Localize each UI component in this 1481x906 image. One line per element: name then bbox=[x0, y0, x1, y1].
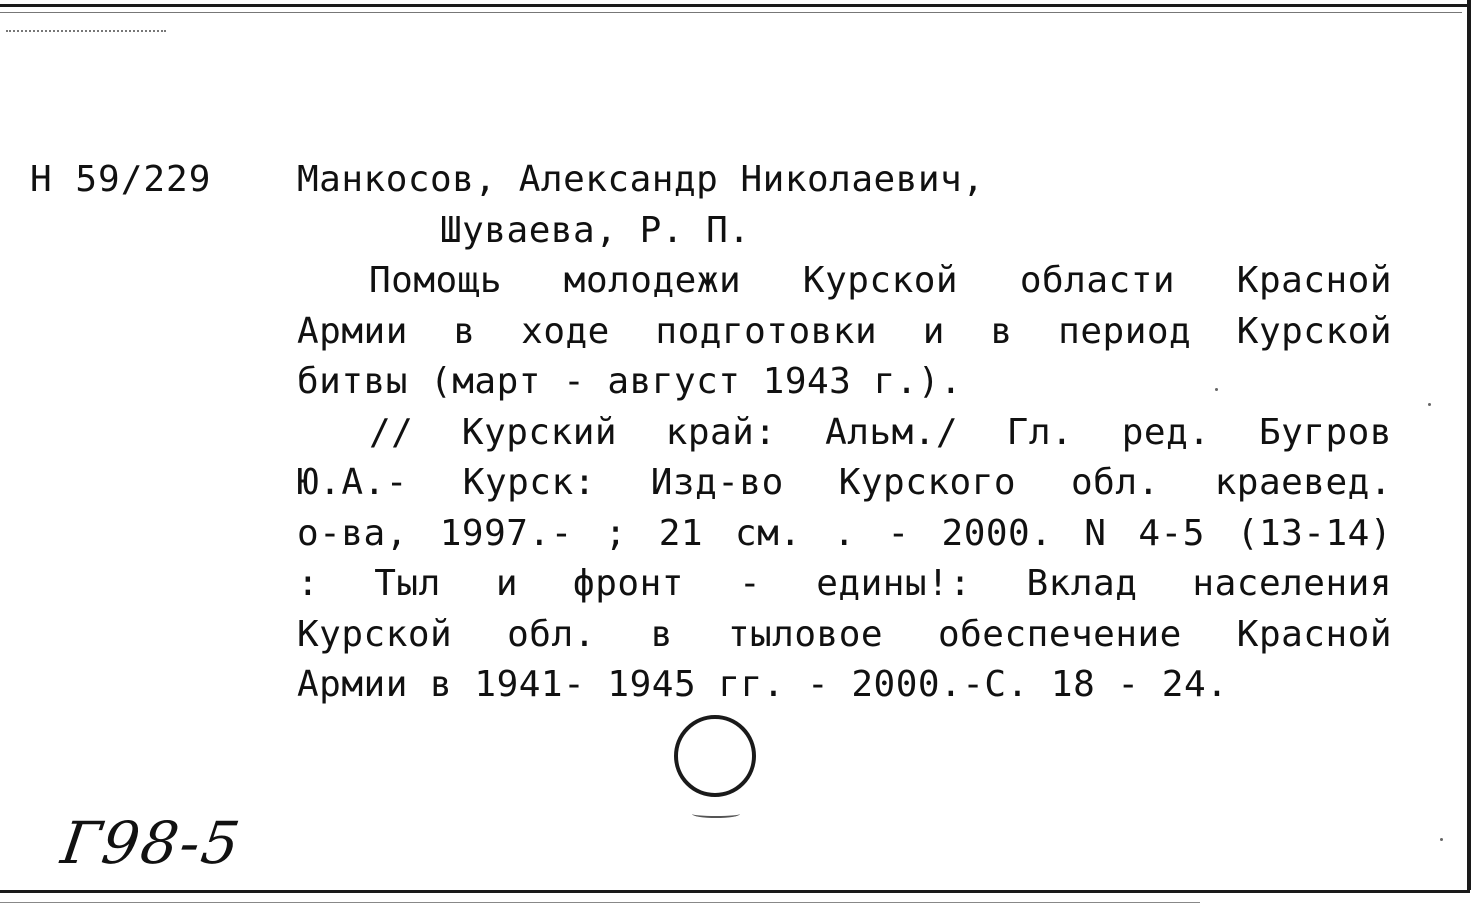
card-right-edge bbox=[1467, 0, 1471, 890]
handwritten-note: Г98-5 bbox=[57, 809, 246, 877]
source-line-3: о-ва, 1997.- ; 21 см. . - 2000. N 4-5 (13-14) bbox=[297, 512, 1392, 554]
scan-speck bbox=[1428, 403, 1431, 406]
scan-speck bbox=[1215, 388, 1218, 391]
scan-speck bbox=[1440, 838, 1443, 841]
card-bottom-edge-shadow bbox=[0, 902, 1200, 903]
author-primary: Манкосов, Александр Николаевич, bbox=[297, 159, 985, 200]
card-top-edge-shadow bbox=[0, 12, 1462, 13]
card-bottom-edge bbox=[0, 890, 1470, 893]
source-line-1: // Курский край: Альм./ Гл. ред. Бугров bbox=[369, 411, 1392, 453]
author-secondary: Шуваева, Р. П. bbox=[440, 209, 751, 251]
card-top-dots bbox=[6, 30, 166, 33]
card-punch-hole bbox=[674, 715, 756, 797]
card-punch-hole-shadow bbox=[692, 810, 740, 818]
source-line-2: Ю.А.- Курск: Изд-во Курского обл. краевед. bbox=[297, 462, 1392, 503]
bibliographic-entry bbox=[297, 155, 1392, 711]
shelf-mark: Н 59/229 bbox=[30, 159, 212, 200]
source-line-4: : Тыл и фронт - едины!: Вклад населения bbox=[297, 563, 1392, 604]
title-line-3: битвы (март - август 1943 г.). bbox=[297, 361, 963, 402]
source-line-5: Курской обл. в тыловое обеспечение Красной bbox=[297, 613, 1392, 655]
card-top-edge bbox=[0, 4, 1470, 7]
title-line-1: Помощь молодежи Курской области Красной bbox=[369, 260, 1392, 301]
source-line-6: Армии в 1941- 1945 гг. - 2000.-С. 18 - 24. bbox=[297, 664, 1229, 705]
title-line-2: Армии в ходе подготовки и в период Курской bbox=[297, 310, 1392, 352]
